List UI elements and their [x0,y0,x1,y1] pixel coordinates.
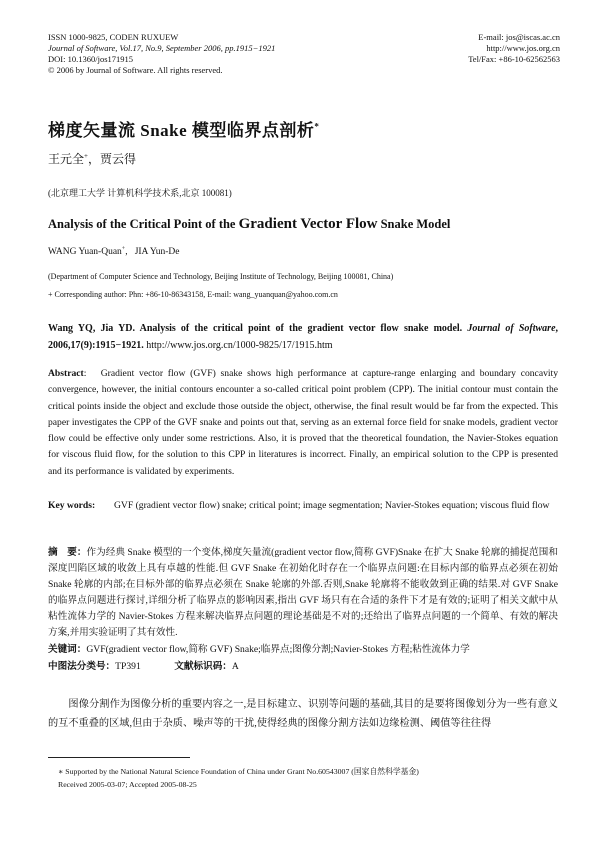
author-cn-1-mark: + [84,152,88,160]
footnote-rule [48,757,190,758]
journal-header-left [48,32,368,76]
abstract-en: Abstract: Gradient vector flow (GVF) snake shows high performance at capture-range enlarging and boundary concavity convergence, however, the initial contours encounter a so-called critical point problem (CPP). The initial contour must contain the critical points inside the object and exclude those outside the object, otherwise, the final result would be far from the expected. This paper investigates the CPP of the GVF snake and points out that, serving as an external force field for snake models, gradient vector flow could be effective only under some restrictions. Also, it is proved that the theoretical foundation, the Navier-Stokes equation for viscous fluid flow, for the solution to this CPP in literatures is incorrect. Finally, an empirical solution to the CPP is presented and its performance is validated by experiments. [48,368,558,477]
funding-note: ∗ Supported by the National Natural Science Foundation of China under Grant No.60543007 (国家自然科学基金) [58,767,419,776]
received-date: Received 2005-03-07; Accepted 2005-08-25 [58,780,197,789]
affiliation-cn: (北京理工大学 计算机科学技术系,北京 100081) [48,188,232,198]
author-cn-2: 贾云得 [99,152,136,166]
author-en-2: JIA Yun-De [134,247,180,258]
clc-label: 中图法分类号： [48,661,116,672]
title-en-part1: Analysis of the Critical Point of the [48,217,236,231]
title-footnote-mark: * [314,121,320,132]
journal-volume-line: Journal of Software, Vol.17, No.9, September 2006, pp.1915−1921 [48,43,276,53]
affiliation-en: (Department of Computer Science and Technology, Beijing Institute of Technology, Beijing 100081, China) [48,272,394,281]
issn-line: ISSN 1000-9825, CODEN RUXUEW [48,32,179,42]
footnote [58,765,558,791]
journal-header-right [340,32,560,65]
keywords-cn [48,642,558,658]
author-cn-sep: ， [87,152,100,166]
corresponding-author: + Corresponding author: Phn: +86-10-86343158, E-mail: wang_yuanquan@yahoo.com.cn [48,290,338,299]
keywords-text: GVF (gradient vector flow) snake; critical point; image segmentation; Navier-Stokes equation; viscous fluid flow [114,500,550,511]
citation-volume: , 2006,17(9):1915−1921. [48,323,559,351]
journal-url: http://www.jos.org.cn [486,43,560,53]
clc-value: TP391 [115,661,141,672]
keywords-cn-text: GVF(gradient vector flow,简称 GVF) Snake;临界点;图像分割;Navier-Stokes 方程;粘性流体力学 [86,644,470,655]
journal-email: E-mail: jos@iscas.ac.cn [478,32,560,42]
keywords-en [48,498,558,514]
journal-telfax: Tel/Fax: +86-10-62562563 [468,54,560,64]
authors-en [48,246,179,257]
paper-title-en [48,216,450,233]
citation [48,320,558,354]
copyright-line: © 2006 by Journal of Software. All rights reserved. [48,65,223,75]
abstract-cn [48,545,558,641]
citation-text: Wang YQ, Jia YD. Analysis of the critical point of the gradient vector flow snake model. [48,323,463,334]
paper-title-cn [48,116,319,141]
author-en-1: WANG Yuan-Quan [48,247,122,258]
author-en-1-mark: + [121,246,126,252]
abstract-cn-text: 作为经典 Snake 模型的一个变体,梯度矢量流(gradient vector flow,简称 GVF)Snake 在扩大 Snake 轮廓的捕捉范围和深度凹陷区域的收敛上具有卓越的性能.但 GVF Snake 在初始化时存在一个临界点问题:在目标内部的临界点必须在初始 Snake 轮廓的内部;在目标外部的临界点必须在 Snake 轮廓的外部.否则,Snake 轮廓将不能收敛到正确的结果.对 GVF Snake 的临界点问题进行探讨,详细分析了临界点的影响因素,指出 GVF 场只有在合适的条件下才是有效的;证明了相关文献中从粘性流体力学的 Navier-Stokes 方程来解决临界点问题的理论基础是不对的;还给出了临界点问题的一个简单、有效的解决方案,并用实验证明了其有效性. [48,547,558,638]
abstract-cn-label: 摘 要： [48,547,87,558]
title-en-part3: Snake Model [380,217,451,231]
title-en-part2: Gradient Vector Flow [238,216,378,232]
abstract-label: Abstract [48,368,84,379]
author-en-sep: , [125,247,128,258]
doi-line: DOI: 10.1360/jos171915 [48,54,133,64]
body-paragraph: 图像分割作为图像分析的重要内容之一,是目标建立、识别等问题的基础,其目的是要将图像划分为一些有意义的互不重叠的区域,但由于杂质、噪声等的干扰,使得经典的图像分割方法如边缘检测、阈值等往往得 [48,699,558,729]
citation-url[interactable]: http://www.jos.org.cn/1000-9825/17/1915.htm [143,340,333,351]
keywords-cn-label: 关键词： [48,644,87,655]
keywords-label: Key words: [48,500,96,511]
classification [48,659,558,675]
author-cn-1: 王元全 [48,152,85,166]
citation-journal: Journal of Software [467,323,556,334]
authors-cn [48,150,136,167]
doc-code-value: A [231,661,239,672]
doc-code-label: 文献标识码： [174,661,232,672]
paper-title-cn-text: 梯度矢量流 Snake 模型临界点剖析 [48,121,315,140]
abstract-text: Gradient vector flow (GVF) snake shows high performance at capture-range enlarging and boundary concavity convergence, however, the initial contours encounter a so-called critical point problem (CPP). The initial contour must contain the critical points inside the object and exclude those outside the object, otherwise, the final result would be far from the expected. This paper investigates the CPP of the GVF snake and points out that, serving as an external force field for snake models, gradient vector flow could be effective only under some restrictions. Also, it is proved that the theoretical foundation, the Navier-Stokes equation for viscous fluid flow, for the solution to this CPP in literatures is incorrect. Finally, an empirical solution to the CPP is presented and its performance is validated by experiments. [48,368,558,477]
